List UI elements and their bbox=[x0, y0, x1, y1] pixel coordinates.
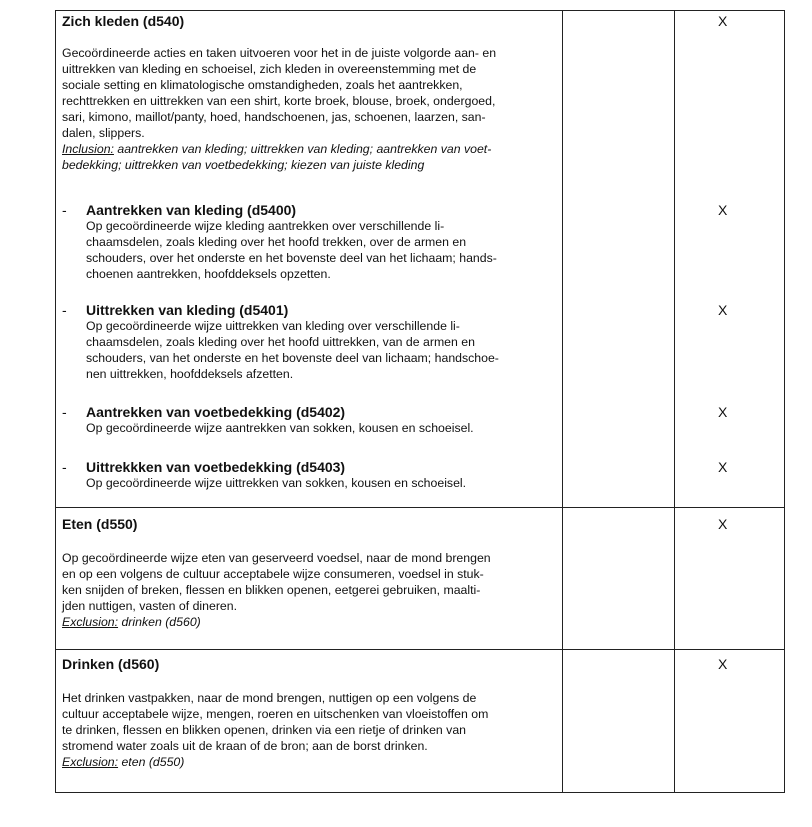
subitem-line: chaamsdelen, zoals kleding over het hoofd trekken, over de armen en bbox=[86, 235, 467, 249]
subitem-title: Uittrekken van kleding (d5401) bbox=[86, 302, 289, 318]
subitem-aantrekken-voetbedekking bbox=[62, 404, 556, 436]
inclusion-note bbox=[62, 141, 556, 157]
subitem-line: Op gecoördineerde wijze kleding aantrekken over verschillende li- bbox=[86, 219, 445, 233]
exclusion-label: Exclusion: bbox=[62, 755, 119, 769]
description-line: rechttrekken en uittrekken van een shirt, korte broek, blouse, broek, ondergoed, bbox=[62, 94, 496, 108]
bullet-dash: - bbox=[62, 459, 67, 475]
section-title: Drinken (d560) bbox=[62, 656, 160, 672]
description-line: uittrekken van kleding en schoeisel, zich kleden in overeenstemming met de bbox=[62, 62, 477, 76]
subitem-line: Op gecoördineerde wijze uittrekken van sokken, kousen en schoeisel. bbox=[86, 476, 467, 490]
row-divider-1 bbox=[56, 507, 784, 508]
inclusion-text: aantrekken van kleding; uittrekken van kleding; aantrekken van voet- bbox=[117, 142, 492, 156]
check-mark: X bbox=[718, 459, 728, 475]
assessment-table bbox=[55, 10, 785, 793]
subitem-title: Aantrekken van kleding (d5400) bbox=[86, 202, 297, 218]
row-divider-2 bbox=[56, 649, 784, 650]
check-mark: X bbox=[718, 13, 728, 29]
subitem-uittrekken-voetbedekking bbox=[62, 459, 556, 491]
description-line: stromend water zoals uit de kraan of de bron; aan de borst drinken. bbox=[62, 739, 428, 753]
subitem-title: Aantrekken van voetbedekking (d5402) bbox=[86, 404, 346, 420]
subitem-line: Op gecoördineerde wijze aantrekken van sokken, kousen en schoeisel. bbox=[86, 421, 474, 435]
subitem-line: schouders, over het onderste en het bovenste deel van het lichaam; hands- bbox=[86, 251, 497, 265]
bullet-dash: - bbox=[62, 202, 67, 218]
description-line: ken snijden of breken, flessen en blikken openen, eetgerei gebruiken, maalti- bbox=[62, 583, 481, 597]
section-title: Zich kleden (d540) bbox=[62, 13, 185, 29]
exclusion-label: Exclusion: bbox=[62, 615, 119, 629]
subitem-title: Uittrekkken van voetbedekking (d5403) bbox=[86, 459, 346, 475]
check-mark: X bbox=[718, 404, 728, 420]
subitem-line: nen uittrekken, hoofddeksels afzetten. bbox=[86, 367, 294, 381]
section-zich-kleden bbox=[62, 13, 556, 173]
description-line: cultuur acceptabele wijze, mengen, roeren en uitschenken van vloeistoffen om bbox=[62, 707, 489, 721]
description-line: Gecoördineerde acties en taken uitvoeren voor het in de juiste volgorde aan- en bbox=[62, 46, 497, 60]
check-mark: X bbox=[718, 302, 728, 318]
check-mark: X bbox=[718, 202, 728, 218]
exclusion-text: drinken (d560) bbox=[121, 615, 201, 629]
description-line: Op gecoördineerde wijze eten van geserveerd voedsel, naar de mond brengen bbox=[62, 551, 491, 565]
description-line: dalen, slippers. bbox=[62, 126, 145, 140]
subitem-line: choenen aantrekken, hoofddeksels opzetten. bbox=[86, 267, 331, 281]
description-line: en op een volgens de cultuur acceptabele wijze consumeren, voedsel in stuk- bbox=[62, 567, 484, 581]
check-mark: X bbox=[718, 656, 728, 672]
subitem-line: schouders, van het onderste en het bovenste deel van lichaam; handschoe- bbox=[86, 351, 499, 365]
exclusion-note bbox=[62, 754, 556, 770]
subitem-aantrekken-kleding bbox=[62, 202, 556, 282]
subitem-line: Op gecoördineerde wijze uittrekken van kleding over verschillende li- bbox=[86, 319, 460, 333]
exclusion-note bbox=[62, 614, 556, 630]
subitem-line: chaamsdelen, zoals kleding over het hoofd uittrekken, van de armen en bbox=[86, 335, 475, 349]
bullet-dash: - bbox=[62, 404, 67, 420]
section-title: Eten (d550) bbox=[62, 516, 138, 532]
description-line: sociale setting en klimatologische omstandigheden, zoals het aantrekken, bbox=[62, 78, 463, 92]
section-eten bbox=[62, 516, 556, 630]
description-line: Het drinken vastpakken, naar de mond brengen, nuttigen op een volgens de bbox=[62, 691, 477, 705]
exclusion-text: eten (d550) bbox=[121, 755, 185, 769]
check-mark: X bbox=[718, 516, 728, 532]
description-line: sari, kimono, maillot/panty, hoed, handschoenen, jas, schoenen, laarzen, san- bbox=[62, 110, 486, 124]
description-line: jden nuttigen, vasten of dineren. bbox=[62, 599, 238, 613]
subitem-uittrekken-kleding bbox=[62, 302, 556, 382]
inclusion-label: Inclusion: bbox=[62, 142, 114, 156]
column-divider-1 bbox=[562, 11, 563, 792]
section-drinken bbox=[62, 656, 556, 770]
inclusion-note-cont: bedekking; uittrekken van voetbedekking; kiezen van juiste kleding bbox=[62, 158, 425, 172]
description-line: te drinken, flessen en blikken openen, drinken via een rietje of drinken van bbox=[62, 723, 467, 737]
bullet-dash: - bbox=[62, 302, 67, 318]
column-divider-2 bbox=[674, 11, 675, 792]
